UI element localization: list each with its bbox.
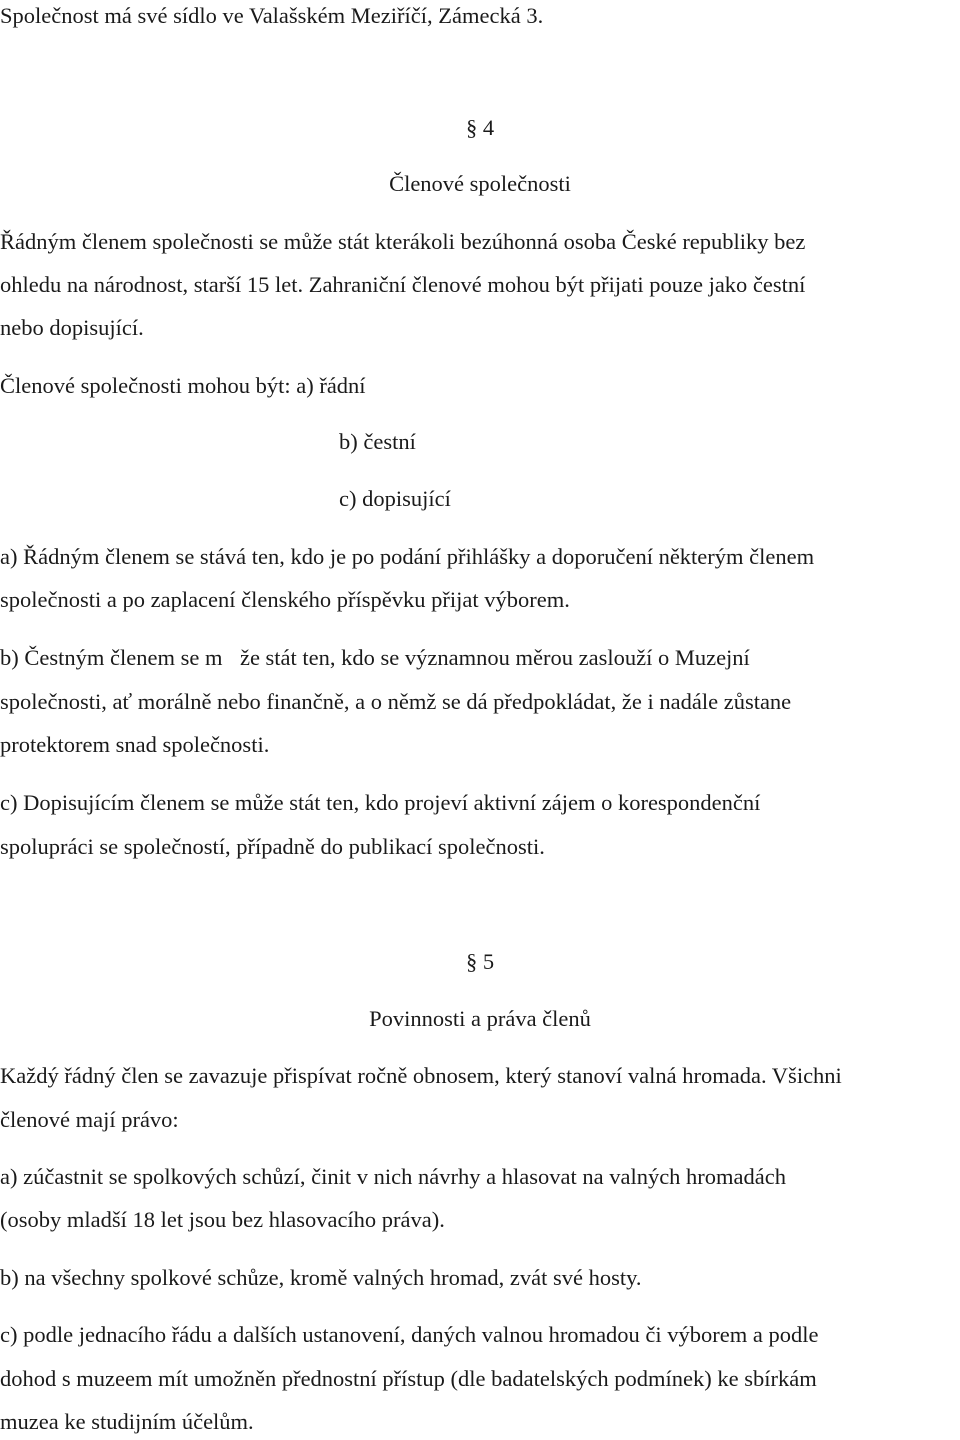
honorary-member-definition-line: b) Čestným členem se m že stát ten, kdo se významnou měrou zaslouží o Muzejní xyxy=(0,645,750,670)
right-c-line: dohod s muzeem mít umožněn přednostní přístup (dle badatelských podmínek) ke sbírkám xyxy=(0,1366,817,1391)
corresponding-member-definition-line: spolupráci se společností, případně do publikací společnosti. xyxy=(0,834,545,859)
member-type-corresponding: c) dopisující xyxy=(339,486,451,511)
right-c-line: c) podle jednacího řádu a dalších ustanovení, daných valnou hromadou či výborem a podle xyxy=(0,1322,819,1347)
section-5-number: § 5 xyxy=(465,949,495,974)
section-5-title: Povinnosti a práva členů xyxy=(369,1006,591,1031)
section-4-paragraph-line: nebo dopisující. xyxy=(0,315,144,340)
section-4-paragraph-line: Řádným členem společnosti se může stát kterákoli bezúhonná osoba České republiky bez xyxy=(0,229,806,254)
member-type-honorary: b) čestní xyxy=(339,429,416,454)
section-4-title: Členové společnosti xyxy=(389,171,571,196)
regular-member-definition-line: a) Řádným členem se stává ten, kdo je po podání přihlášky a doporučení některým členem xyxy=(0,544,815,569)
section-4-paragraph-line: ohledu na národnost, starší 15 let. Zahraniční členové mohou být přijati pouze jako čestní xyxy=(0,272,806,297)
corresponding-member-definition-line: c) Dopisujícím členem se může stát ten, kdo projeví aktivní zájem o korespondenční xyxy=(0,790,761,815)
regular-member-definition-line: společnosti a po zaplacení členského příspěvku přijat výborem. xyxy=(0,587,570,612)
company-seat-text: Společnost má své sídlo ve Valašském Meziříčí, Zámecká 3. xyxy=(0,3,544,28)
honorary-member-definition-line: protektorem snad společnosti. xyxy=(0,732,270,757)
right-a-line: (osoby mladší 18 let jsou bez hlasovacího práva). xyxy=(0,1207,445,1232)
section-4-number: § 4 xyxy=(465,115,495,140)
member-types-intro: Členové společnosti mohou být: a) řádní xyxy=(0,373,366,398)
honorary-member-definition-line: společnosti, ať morálně nebo finančně, a o němž se dá předpokládat, že i nadále zůstane xyxy=(0,689,792,714)
section-5-paragraph-line: členové mají právo: xyxy=(0,1107,179,1132)
right-c-line: muzea ke studijním účelům. xyxy=(0,1409,254,1434)
right-b-line: b) na všechny spolkové schůze, kromě valných hromad, zvát své hosty. xyxy=(0,1265,642,1290)
section-5-paragraph-line: Každý řádný člen se zavazuje přispívat ročně obnosem, který stanoví valná hromada. Všichni xyxy=(0,1063,842,1088)
right-a-line: a) zúčastnit se spolkových schůzí, činit v nich návrhy a hlasovat na valných hromadách xyxy=(0,1164,787,1189)
